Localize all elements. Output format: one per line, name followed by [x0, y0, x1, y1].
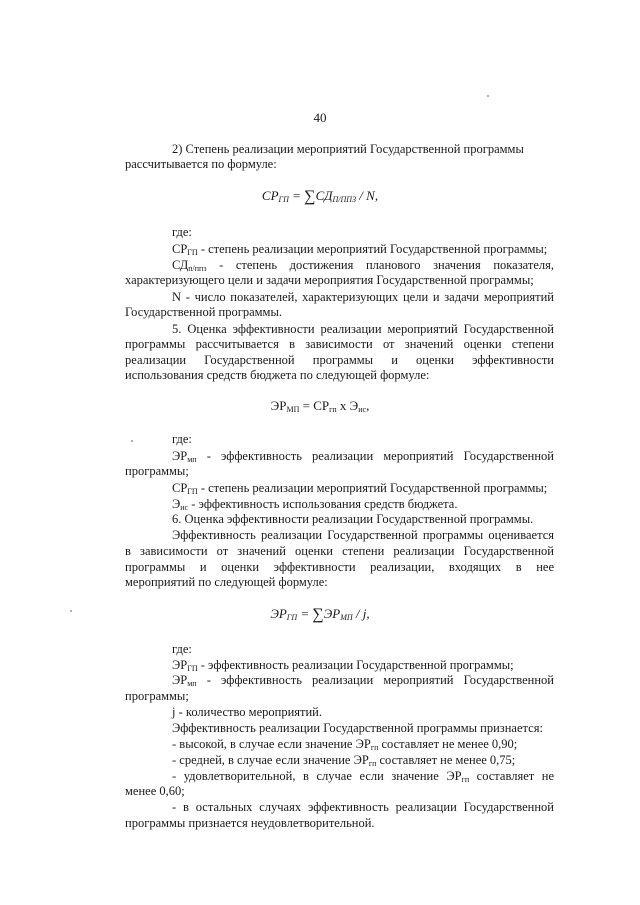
- assessment-other-cont: программы признается неудовлетворительной.: [125, 816, 375, 830]
- formula-er-gp: $ЭР_{ГП} = \sum ЭР_{МП} / j$,: [270, 606, 370, 623]
- where3-label: где:: [172, 642, 192, 656]
- where2-label: где:: [172, 432, 192, 446]
- where3-def-er-mp-cont: программы;: [125, 689, 189, 703]
- section6-line1: Эффективность реализации Государственной программы оценивается: [172, 528, 554, 542]
- section6-heading: 6. Оценка эффективности реализации Государственной программы.: [172, 512, 534, 526]
- where2-def-er: $ЭР_{мп}$ - эффективность реализации мероприятий Государственной: [172, 449, 554, 464]
- where2-def-er-cont: программы;: [125, 464, 189, 478]
- section2-line1: 2) Степень реализации мероприятий Государственной программы: [172, 142, 524, 156]
- where1-def-cp: $СР_{ГП}$ - степень реализации мероприятий Государственной программы;: [172, 242, 548, 257]
- assessment-intro: Эффективность реализации Государственной программы признается:: [172, 721, 543, 735]
- section6-line3: программы и оценки эффективности реализации, входящих в нее: [125, 560, 554, 574]
- section5-line3: реализации Государственной программы и оценки эффективности: [125, 353, 554, 367]
- assessment-other: - в остальных случаях эффективность реализации Государственной: [172, 800, 554, 814]
- scan-speck: [131, 440, 133, 442]
- formula-cp-gp: $СР_{ГП} = \sum СД_{П/ППЗ} / N$,: [261, 188, 379, 205]
- assessment-medium: - средней, в случае если значение $ЭР_{гп}$ составляет не менее 0,75;: [172, 753, 516, 768]
- where1-def-n: N - число показателей, характеризующих цели и задачи мероприятий: [172, 290, 554, 304]
- where2-def-e: $Э_{ис}$ - эффективность использования средств бюджета.: [172, 497, 458, 512]
- assessment-satisfactory: - удовлетворительной, в случае если значение $ЭР_{гп}$ составляет не: [172, 769, 554, 784]
- where1-def-n-cont: Государственной программы.: [125, 305, 282, 319]
- where3-def-j: j - количество мероприятий.: [172, 705, 322, 719]
- assessment-high: - высокой, в случае если значение $ЭР_{гп}$ составляет не менее 0,90;: [172, 737, 518, 752]
- section2-line2: рассчитывается по формуле:: [125, 157, 277, 171]
- where2-def-cp: $СР_{ГП}$ - степень реализации мероприятий Государственной программы;: [172, 481, 548, 496]
- section5-line1: 5. Оценка эффективности реализации мероприятий Государственной: [172, 322, 554, 336]
- where1-label: где:: [172, 225, 192, 239]
- section6-line4: мероприятий по следующей формуле:: [125, 575, 328, 589]
- assessment-satisfactory-cont: менее 0,60;: [125, 784, 185, 798]
- scan-speck: [70, 610, 72, 612]
- where3-def-er-mp: $ЭР_{мп}$ - эффективность реализации мероприятий Государственной: [172, 673, 554, 688]
- formula-er-mp: $ЭР_{МП} = СР_{гп}$ x $Э_{ис}$,: [270, 398, 370, 414]
- section5-line4: использования средств бюджета по следующей формуле:: [125, 368, 430, 382]
- where1-def-cd: $СД_{п/ппз}$ - степень достижения планового значения показателя,: [172, 258, 554, 273]
- page-number: 40: [313, 110, 327, 125]
- where1-def-cd-cont: характеризующего цели и задачи мероприятия Государственной программы;: [125, 273, 534, 287]
- section6-line2: в зависимости от значений оценки степени реализации Государственной: [125, 544, 554, 558]
- scan-speck: [487, 95, 489, 97]
- where3-def-er-gp: $ЭР_{ГП}$ - эффективность реализации Государственной программы;: [172, 658, 514, 673]
- section5-line2: программы рассчитывается в зависимости от значений оценки степени: [125, 337, 554, 351]
